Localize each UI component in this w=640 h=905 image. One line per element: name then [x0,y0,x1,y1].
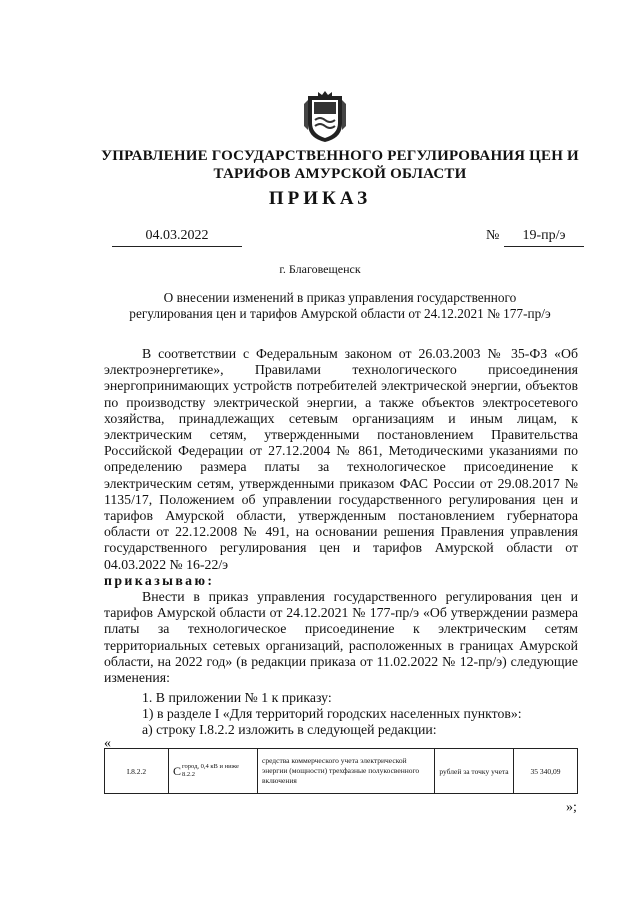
order-word: приказываю: [104,572,215,588]
row-category [169,749,258,794]
rate-table [104,748,578,794]
row-description: средства коммерческого учета электрической энергии (мощности) трехфазные полукосвенного включения [258,749,435,794]
document-type-title: ПРИКАЗ [268,188,372,209]
category-line2: 8.2.2 [182,771,196,778]
preamble-text: В соответствии с Федеральным законом от 26.03.2003 № 35-ФЗ «Об электроэнергетике», Правилами технологического присоединения энергопринимающих устройств потребителей электрической энергии, объектов по производству электрической энергии, а также объектов электросетевого хозяйства, принадлежащих сетевым организациям и иным лицам, к электрическим сетям, утвержденными постановлением Правительства Российской Федерации от 27.12.2004 № 861, Методическими указаниями по определению размера платы за технологическое присоединение к электрическим сетям, утвержденными приказом ФАС России от 29.08.2017 № 1135/17, Положением об управлении государственного регулирования цен и тарифов Амурской области, утвержденным постановлением губернатора области от 22.12.2008 № 491, на основании решения Правления управления государственного регулирования цен и тарифов Амурской области от 04.03.2022 № 16-22/э [104,346,578,572]
quote-open: « [104,736,111,751]
order-number-label: № [486,228,500,243]
order-number: 19-пр/э [504,228,584,247]
city-name: г. Благовещенск [279,262,361,276]
subject-line1: О внесении изменений в приказ управления государственного [163,290,517,305]
row-value: 35 340,09 [514,749,578,794]
coat-of-arms-icon [302,90,348,144]
item-1: 1. В приложении № 1 к приказу: [142,690,332,705]
order-date: 04.03.2022 [112,228,242,247]
item-1-1: 1) в разделе I «Для территорий городских населенных пунктов»: [142,706,522,721]
row-unit: рублей за точку учета [435,749,514,794]
category-prefix: С [173,763,182,778]
table-row [105,749,578,794]
org-name-line2: ТАРИФОВ АМУРСКОЙ ОБЛАСТИ [213,166,467,182]
preamble-paragraph [104,346,578,686]
subject-line2: регулирования цен и тарифов Амурской области от 24.12.2021 № 177-пр/э [129,306,551,321]
quote-close: »; [566,800,577,815]
category-line1: город, 0,4 кВ и ниже [182,763,239,770]
order-subject [110,290,570,322]
row-code: I.8.2.2 [105,749,169,794]
main-item-text: Внести в приказ управления государственного регулирования цен и тарифов Амурской области от 24.12.2021 № 177-пр/э «Об утверждении размера платы за технологическое присоединение к электрическим сетям территориальных сетевых организаций, расположенных в границах Амурской области, на 2022 год» (в редакции приказа от 11.02.2022 № 12-пр/э) следующие изменения: [104,589,578,686]
item-1-1-a: а) строку I.8.2.2 изложить в следующей редакции: [142,722,437,737]
org-name-line1: УПРАВЛЕНИЕ ГОСУДАРСТВЕННОГО РЕГУЛИРОВАНИЯ ЦЕН И [101,148,579,164]
